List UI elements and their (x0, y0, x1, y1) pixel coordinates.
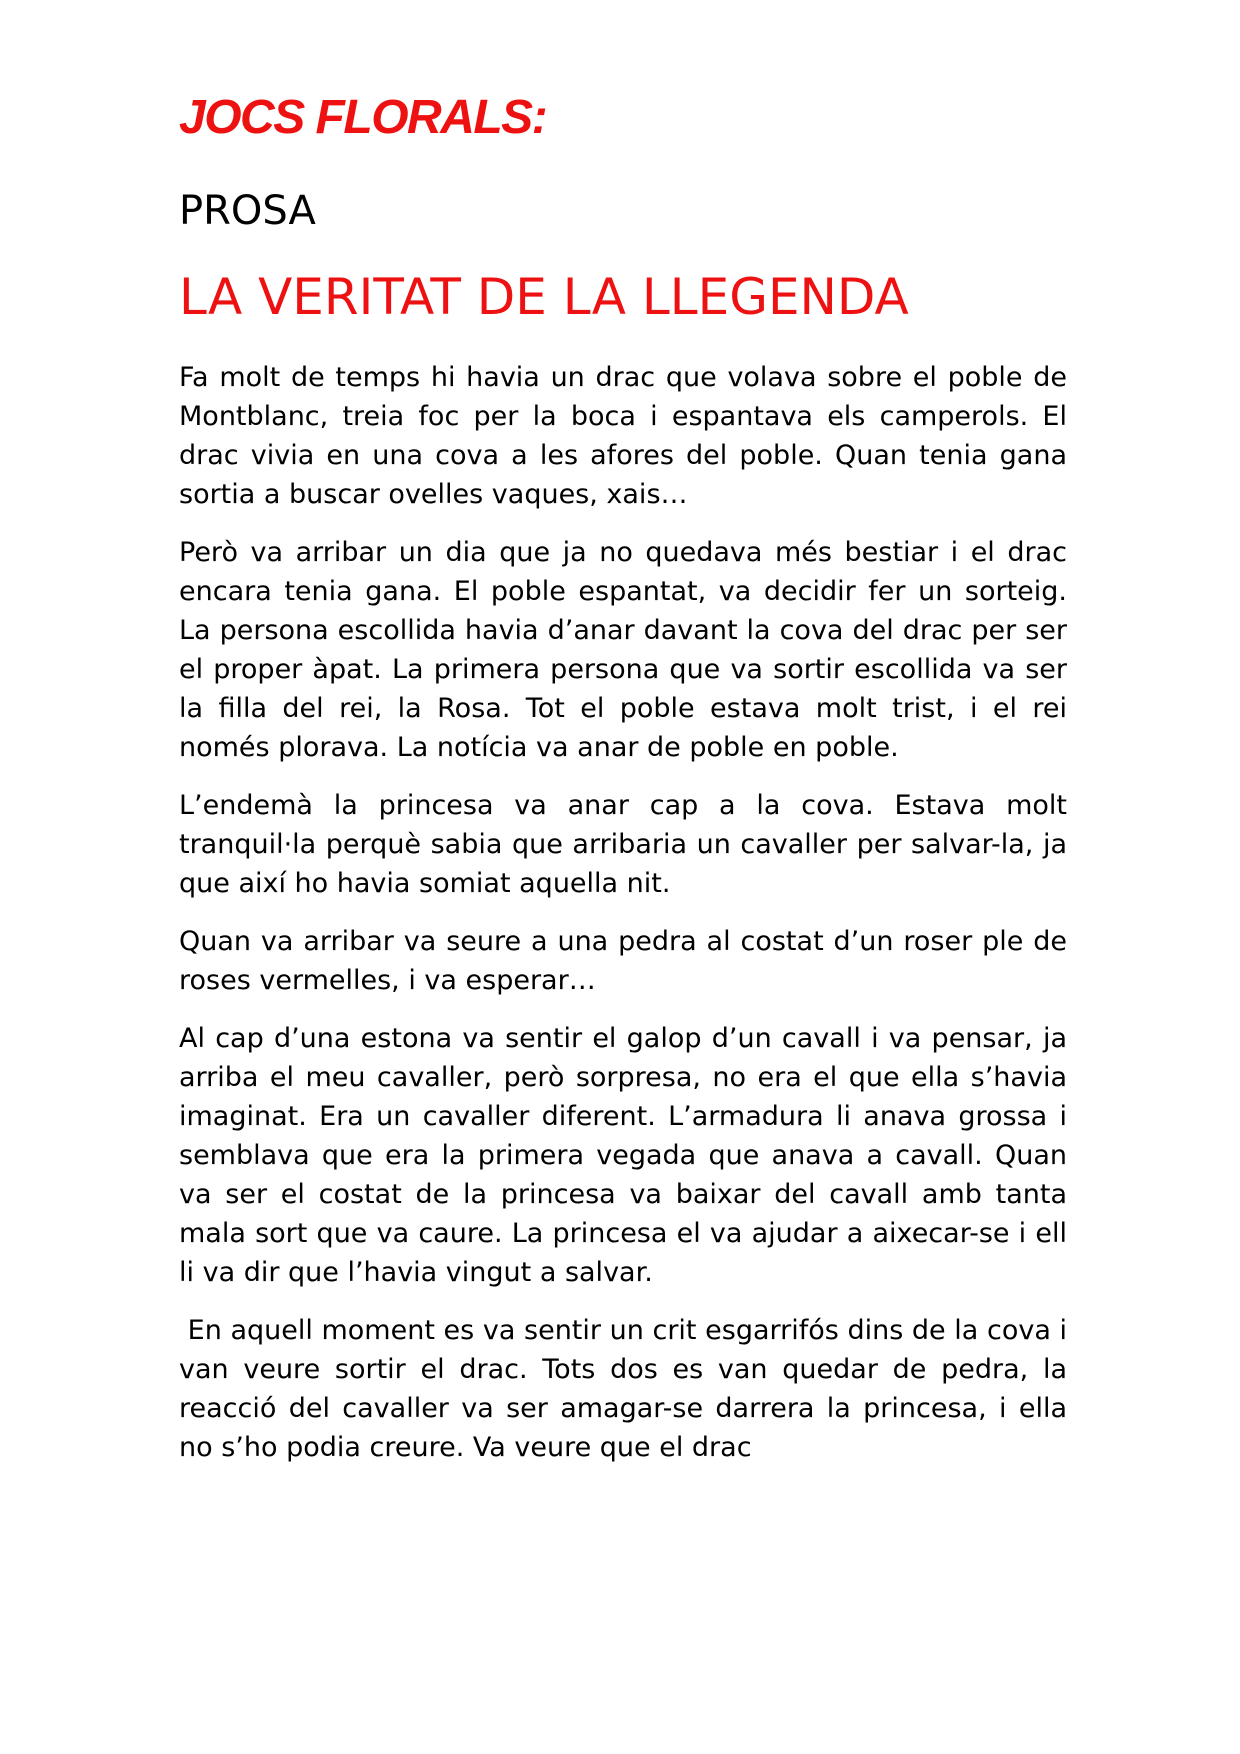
section-heading: JOCS FLORALS: (179, 91, 547, 144)
paragraph: Quan va arribar va seure a una pedra al costat d’un roser ple de roses vermelles, i va esperar… (179, 926, 1067, 996)
paragraph: Però va arribar un dia que ja no quedava més bestiar i el drac encara tenia gana. El poble espantat, va decidir fer un sorteig. La persona escollida havia d’anar davant la cova del drac per ser el proper àpat. La primera persona que va sortir escollida va ser la filla del rei, la Rosa. Tot el poble estava molt trist, i el rei només plorava. La notícia va anar de poble en poble. (179, 537, 1067, 763)
paragraph: L’endemà la princesa va anar cap a la cova. Estava molt tranquil·la perquè sabia que arribaria un cavaller per salvar-la, ja que així ho havia somiat aquella nit. (179, 790, 1067, 899)
paragraph: Fa molt de temps hi havia un drac que volava sobre el poble de Montblanc, treia foc per la boca i espantava els camperols. El drac vivia en una cova a les afores del poble. Quan tenia gana sortia a buscar ovelles vaques, xais… (179, 362, 1067, 510)
story-title: LA VERITAT DE LA LLEGENDA (179, 268, 909, 326)
story-body (179, 358, 1076, 1486)
paragraph: Al cap d’una estona va sentir el galop d’un cavall i va pensar, ja arriba el meu cavaller, però sorpresa, no era el que ella s’havia imaginat. Era un cavaller diferent. L’armadura li anava grossa i semblava que era la primera vegada que anava a cavall. Quan va ser el costat de la princesa va baixar del cavall amb tanta mala sort que va caure. La princesa el va ajudar a aixecar-se i ell li va dir que l’havia vingut a salvar. (179, 1023, 1067, 1288)
document-page (179, 0, 1076, 1754)
genre-heading: PROSA (179, 188, 316, 234)
paragraph: En aquell moment es va sentir un crit esgarrifós dins de la cova i van veure sortir el drac. Tots dos es van quedar de pedra, la reacció del cavaller va ser amagar-se darrera la princesa, i ella no s’ho podia creure. Va veure que el drac (179, 1315, 1076, 1463)
